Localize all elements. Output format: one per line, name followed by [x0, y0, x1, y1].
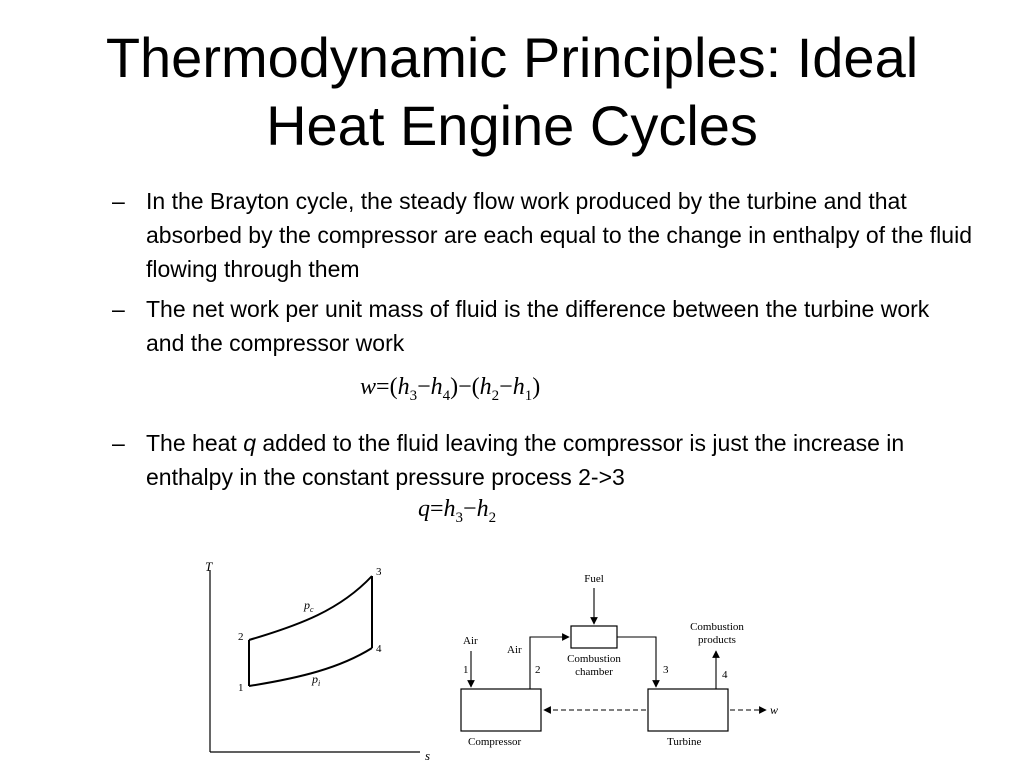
bullet-text-var: q [243, 430, 256, 456]
combustion-products-label-2: products [698, 634, 736, 646]
bullet-dash: – [112, 188, 125, 214]
ts-point-2: 2 [238, 631, 244, 643]
air-mid-label: Air [507, 644, 522, 656]
flow-diagram [461, 573, 778, 748]
bullet-text-after: added to the fluid leaving the compressor is just the increase in enthalpy in the constant pressure process 2->3 [146, 430, 905, 490]
bullet-dash: – [112, 296, 125, 322]
turbine-label: Turbine [667, 736, 702, 748]
t-axis-label: T [205, 559, 213, 574]
air-left-label: Air [463, 635, 478, 647]
compressor-label: Compressor [468, 736, 522, 748]
fuel-label: Fuel [584, 573, 604, 585]
state-3-label: 3 [663, 664, 669, 676]
ts-point-4: 4 [376, 643, 382, 655]
s-axis-label: s [425, 748, 431, 763]
bullet-text-before: The heat [146, 430, 244, 456]
state-1-label: 1 [463, 664, 469, 676]
state-2-label: 2 [535, 664, 541, 676]
combustor-to-turbine-flow [617, 637, 656, 687]
title-line-1: Thermodynamic Principles: Ideal [105, 26, 919, 89]
compressor-to-combustor-flow [530, 637, 569, 689]
constant-pressure-pi-curve [249, 648, 372, 686]
heat-equation: $q=h_3-h_2$ [418, 496, 497, 526]
bullet-text: The net work per unit mass of fluid is the difference between the turbine work and the compressor work [146, 296, 930, 356]
compressor-box [461, 689, 541, 731]
title-line-2: Heat Engine Cycles [266, 94, 758, 157]
ts-point-1: 1 [238, 682, 244, 694]
ts-diagram [205, 559, 430, 763]
bullet-dash: – [112, 430, 125, 456]
bullet-text: In the Brayton cycle, the steady flow work produced by the turbine and that absorbed by the compressor are each equal to the change in enthalpy of the fluid flowing through them [146, 188, 972, 282]
combustion-chamber-box [571, 626, 617, 648]
pi-label: $p_i$ [312, 672, 321, 688]
ts-point-3: 3 [376, 566, 382, 578]
combustion-products-label-1: Combustion [690, 621, 744, 633]
combustion-chamber-label-2: chamber [575, 666, 613, 678]
pc-label: $p_c$ [304, 598, 314, 614]
work-equation: $w=(h_3-h_4)-(h_2-h_1)$ [360, 374, 541, 404]
turbine-box [648, 689, 728, 731]
work-label: w [770, 703, 779, 717]
state-4-label: 4 [722, 669, 728, 681]
combustion-chamber-label-1: Combustion [567, 653, 621, 665]
